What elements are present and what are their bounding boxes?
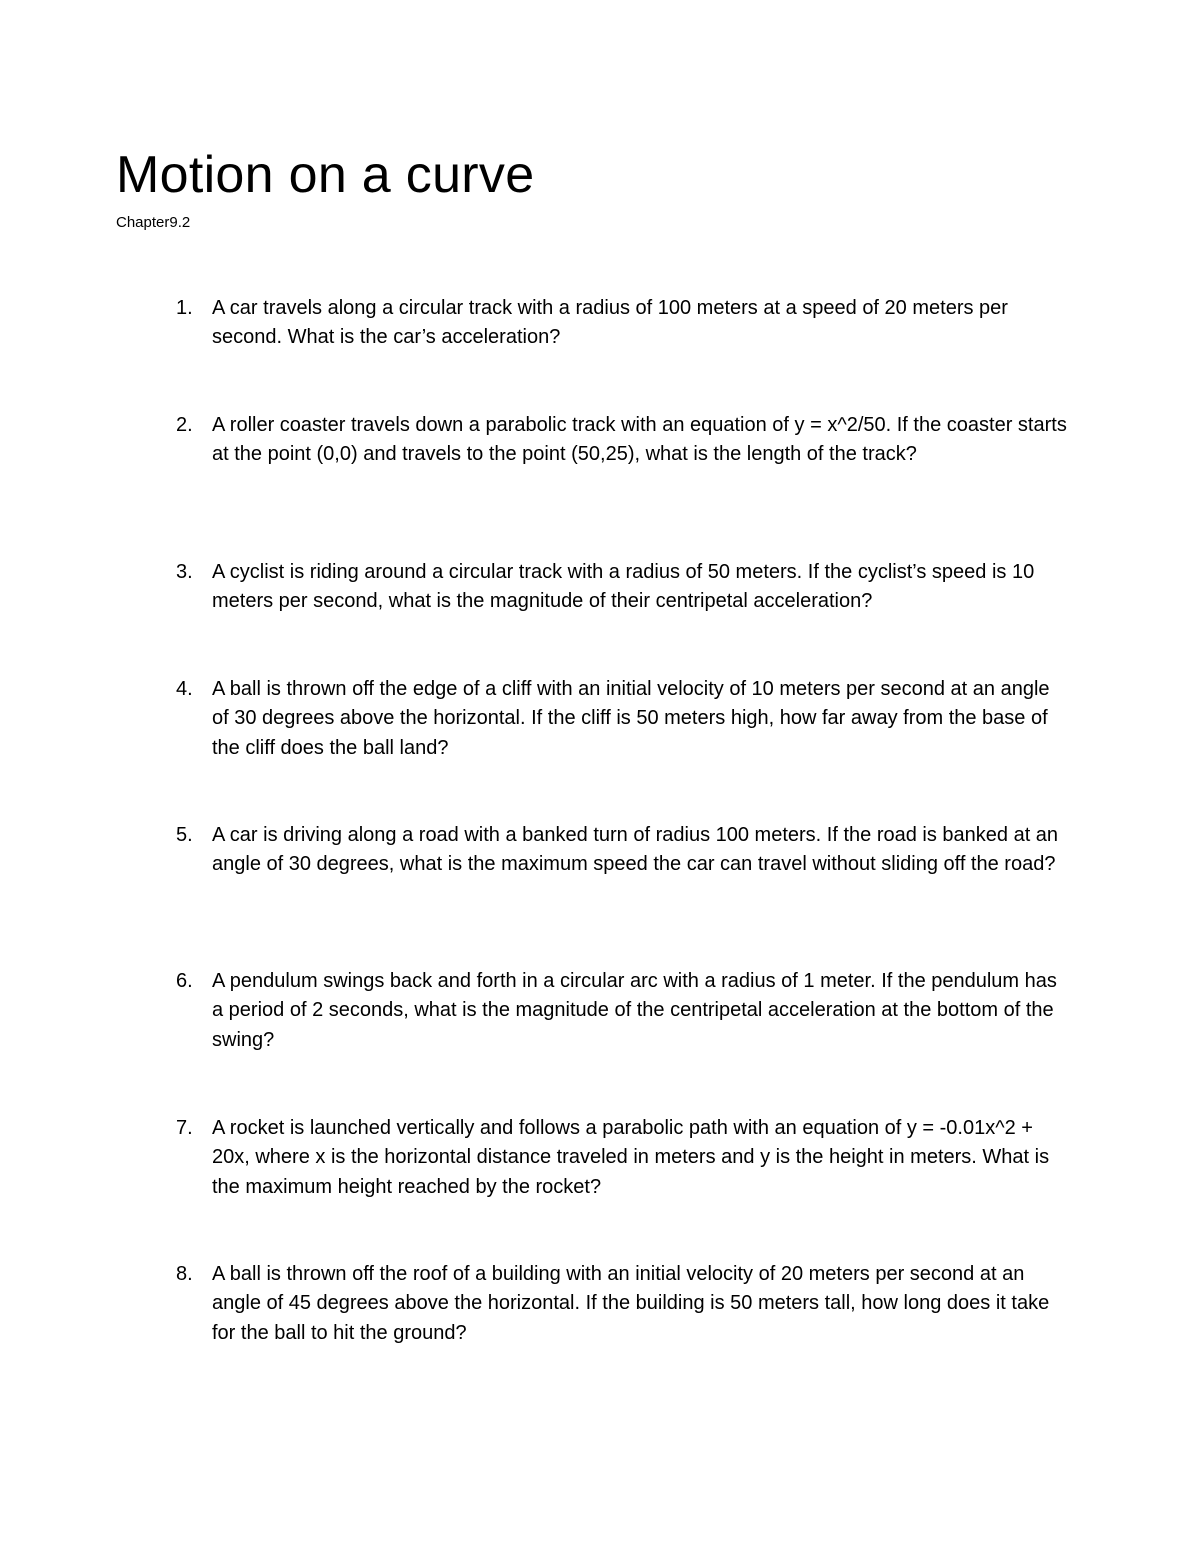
document-subtitle: Chapter9.2	[116, 214, 191, 231]
question-text: A rocket is launched vertically and follows a parabolic path with an equation of y = -0.01x^2 + 20x, where x is the horizontal distance traveled in meters and y is the height in meters. What is the maximum height reached by the rocket?	[212, 1117, 1050, 1198]
question-number: 2.	[176, 414, 193, 436]
question-number: 7.	[176, 1117, 193, 1139]
question-number: 5.	[176, 824, 193, 846]
question-number: 3.	[176, 561, 193, 583]
question-text: A roller coaster travels down a parabolic track with an equation of y = x^2/50. If the coaster starts at the point (0,0) and travels to the point (50,25), what is the length of the track?	[212, 414, 1067, 466]
question-number: 4.	[176, 678, 193, 700]
question-text: A car travels along a circular track with a radius of 100 meters at a speed of 20 meters per second. What is the car’s acceleration?	[212, 297, 1008, 349]
question-number: 1.	[176, 297, 193, 319]
question-text: A cyclist is riding around a circular track with a radius of 50 meters. If the cyclist’s speed is 10 meters per second, what is the magnitude of their centripetal acceleration?	[212, 561, 1035, 613]
question-text: A ball is thrown off the roof of a building with an initial velocity of 20 meters per second at an angle of 45 degrees above the horizontal. If the building is 50 meters tall, how long does it take for the ball to hit the ground?	[212, 1263, 1050, 1344]
question-text: A ball is thrown off the edge of a cliff with an initial velocity of 10 meters per second at an angle of 30 degrees above the horizontal. If the cliff is 50 meters high, how far away from the base of the cliff does the ball land?	[212, 678, 1050, 759]
question-number: 6.	[176, 970, 193, 992]
document-title: Motion on a curve	[116, 146, 535, 204]
question-text: A pendulum swings back and forth in a circular arc with a radius of 1 meter. If the pendulum has a period of 2 seconds, what is the magnitude of the centripetal acceleration at the bottom of the swing?	[212, 970, 1057, 1051]
question-number: 8.	[176, 1263, 193, 1285]
question-text: A car is driving along a road with a banked turn of radius 100 meters. If the road is banked at an angle of 30 degrees, what is the maximum speed the car can travel without sliding off the road?	[212, 824, 1059, 876]
